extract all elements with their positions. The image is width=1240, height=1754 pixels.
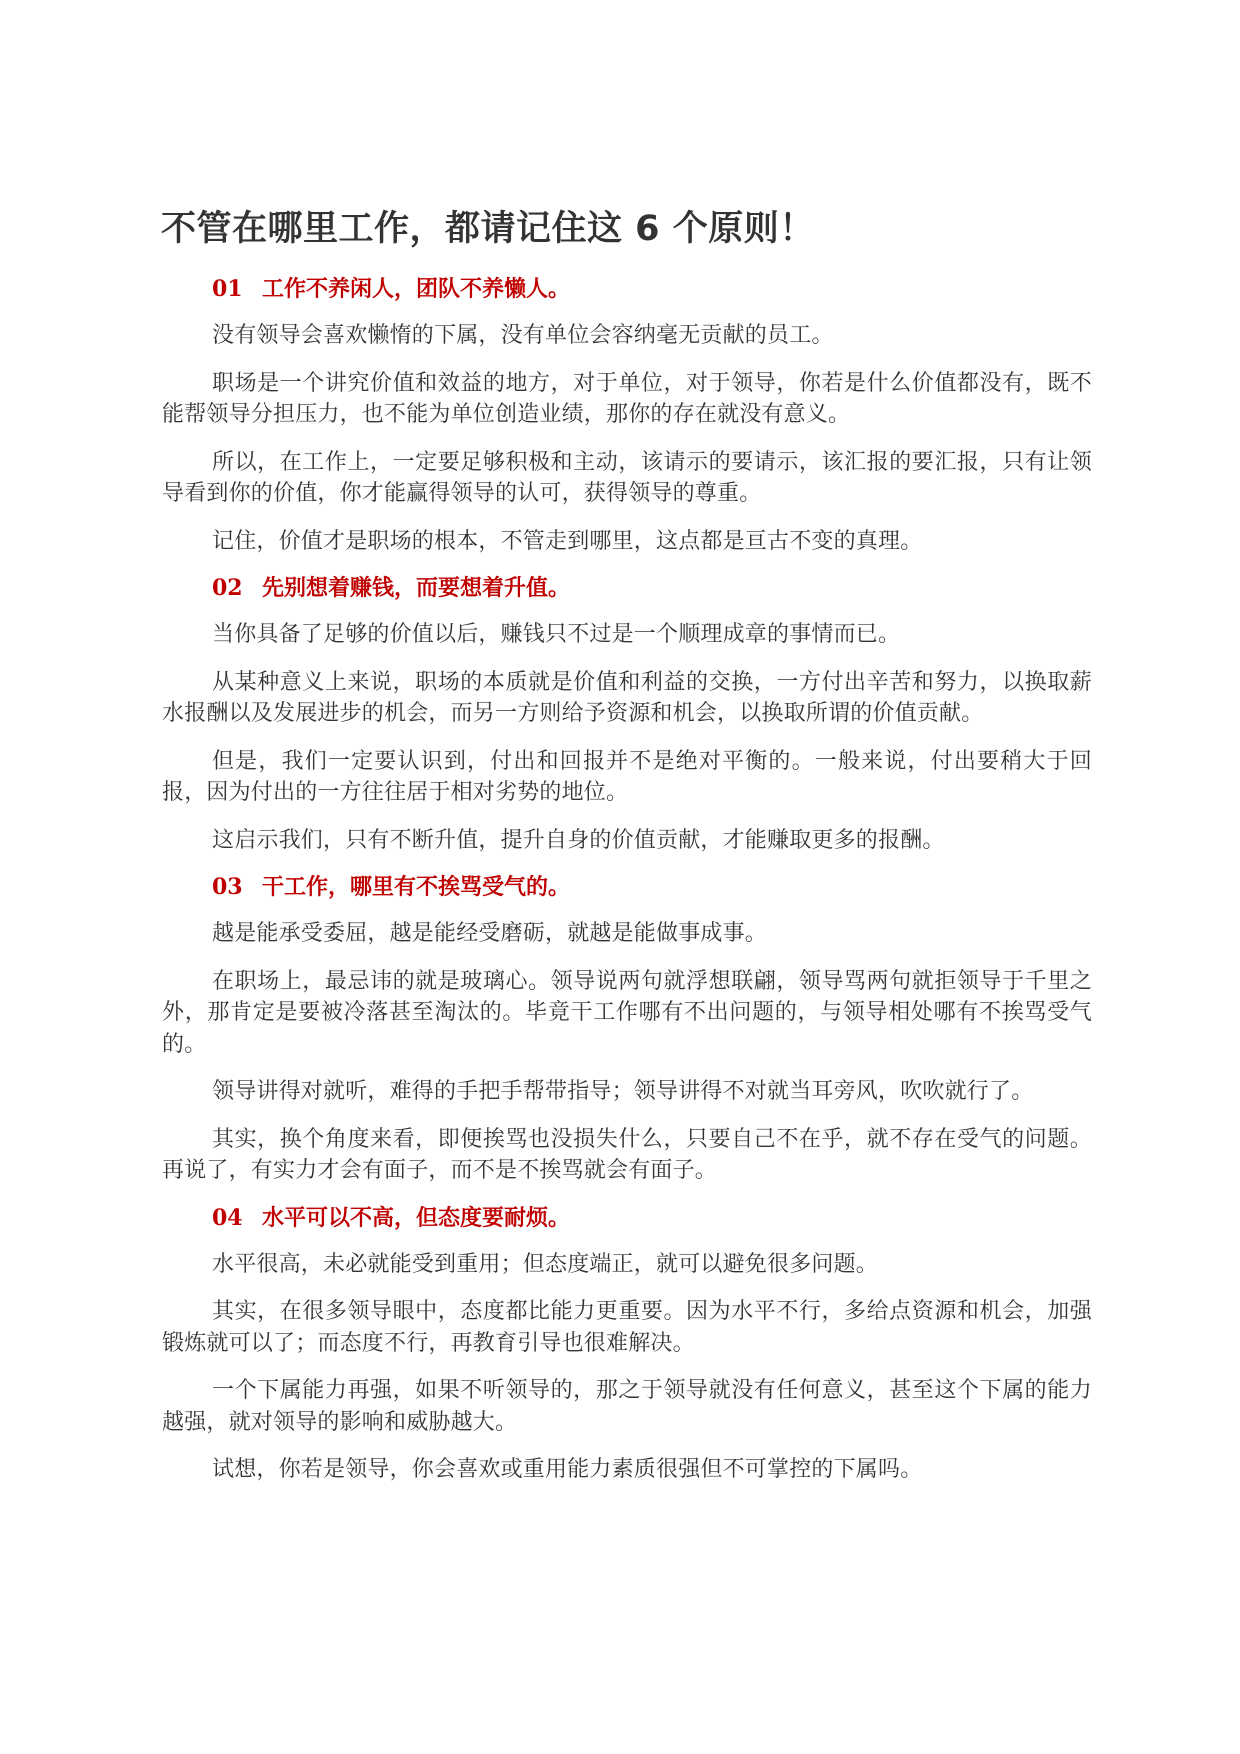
section-heading-text: 工作不养闲人，团队不养懒人。 xyxy=(262,276,571,302)
paragraph: 但是，我们一定要认识到，付出和回报并不是绝对平衡的。一般来说，付出要稍大于回报，因为付出的一方往往居于相对劣势的地位。 xyxy=(162,748,1092,805)
section-01 xyxy=(162,274,1092,557)
paragraph: 其实，在很多领导眼中，态度都比能力更重要。因为水平不行，多给点资源和机会，加强锻炼就可以了；而态度不行，再教育引导也很难解决。 xyxy=(162,1299,1092,1356)
paragraph: 记住，价值才是职场的根本，不管走到哪里，这点都是亘古不变的真理。 xyxy=(212,528,923,554)
section-number: 02 xyxy=(212,575,243,601)
section-02 xyxy=(162,573,1092,856)
paragraph: 试想，你若是领导，你会喜欢或重用能力素质很强但不可掌控的下属吗。 xyxy=(212,1457,923,1482)
paragraph: 一个下属能力再强，如果不听领导的，那之于领导就没有任何意义，甚至这个下属的能力越强，就对领导的影响和威胁越大。 xyxy=(162,1378,1092,1435)
section-03 xyxy=(162,872,1092,1187)
section-heading-text: 水平可以不高，但态度要耐烦。 xyxy=(262,1204,571,1231)
section-heading xyxy=(212,274,1092,304)
paragraph: 当你具备了足够的价值以后，赚钱只不过是一个顺理成章的事情而已。 xyxy=(212,622,901,647)
paragraph: 所以，在工作上，一定要足够积极和主动，该请示的要请示，该汇报的要汇报，只有让领导看到你的价值，你才能赢得领导的认可，获得领导的尊重。 xyxy=(162,449,1092,506)
article-title: 不管在哪里工作，都请记住这 6 个原则！ xyxy=(161,209,815,249)
section-heading xyxy=(212,1203,1092,1233)
paragraph: 这启示我们，只有不断升值，提升自身的价值贡献，才能赚取更多的报酬。 xyxy=(212,827,945,853)
paragraph: 从某种意义上来说，职场的本质就是价值和利益的交换，一方付出辛苦和努力，以换取薪水报酬以及发展进步的机会，而另一方则给予资源和机会，以换取所谓的价值贡献。 xyxy=(162,669,1092,726)
section-heading xyxy=(212,872,1092,902)
document-page xyxy=(162,205,1092,1502)
section-heading-text: 干工作，哪里有不挨骂受气的。 xyxy=(262,874,571,900)
section-number: 03 xyxy=(212,874,243,900)
section-number: 04 xyxy=(212,1204,243,1231)
section-number: 01 xyxy=(212,276,243,302)
paragraph: 水平很高，未必就能受到重用；但态度端正，就可以避免很多问题。 xyxy=(212,1251,879,1277)
paragraph: 没有领导会喜欢懒惰的下属，没有单位会容纳毫无贡献的员工。 xyxy=(212,323,834,348)
paragraph: 在职场上，最忌讳的就是玻璃心。领导说两句就浮想联翩，领导骂两句就拒领导于千里之外，那肯定是要被冷落甚至淘汰的。毕竟干工作哪有不出问题的，与领导相处哪有不挨骂受气的。 xyxy=(162,968,1092,1057)
section-04 xyxy=(162,1203,1092,1486)
section-heading xyxy=(212,573,1092,603)
paragraph: 越是能承受委屈，越是能经受磨砺，就越是能做事成事。 xyxy=(212,921,768,946)
paragraph: 其实，换个角度来看，即便挨骂也没损失什么，只要自己不在乎，就不存在受气的问题。再说了，有实力才会有面子，而不是不挨骂就会有面子。 xyxy=(162,1126,1092,1183)
paragraph: 职场是一个讲究价值和效益的地方，对于单位，对于领导，你若是什么价值都没有，既不能帮领导分担压力，也不能为单位创造业绩，那你的存在就没有意义。 xyxy=(162,370,1092,427)
paragraph: 领导讲得对就听，难得的手把手帮带指导；领导讲得不对就当耳旁风，吹吹就行了。 xyxy=(212,1079,1034,1104)
section-heading-text: 先别想着赚钱，而要想着升值。 xyxy=(262,575,571,601)
